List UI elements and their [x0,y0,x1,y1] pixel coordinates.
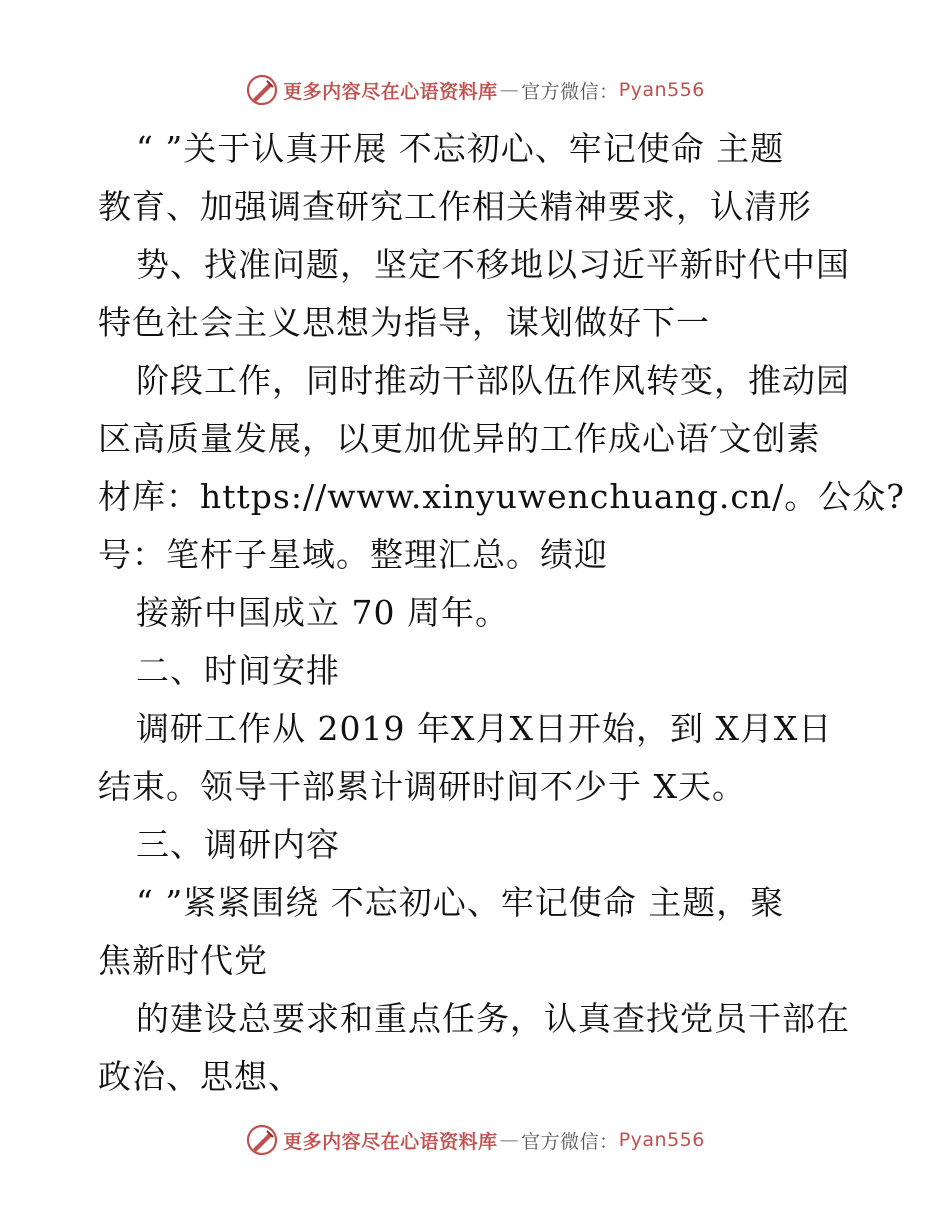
watermark-separator: — [499,79,520,101]
watermark-contact-label: 官方微信： [521,80,619,103]
text-line: 焦新时代党 [98,941,268,980]
text-line: 区高质量发展，以更加优异的工作成心语′文创素 [98,419,821,458]
quill-seal-icon [245,1123,279,1157]
text-line: 材库：https://www.xinyuwenchuang.cn/。公众? [98,477,905,516]
text-line: 势、找准问题，坚定不移地以习近平新时代中国 [136,245,850,284]
text-line: 号：笔杆子星域。整理汇总。绩迎 [98,535,608,574]
text-line: “ ”关于认真开展 不忘初心、牢记使命 主题 [136,129,785,168]
text-line: 的建设总要求和重点任务，认真查找党员干部在 [136,999,850,1038]
quill-seal-icon [245,73,279,107]
header-watermark [0,70,950,110]
text-line: 教育、加强调查研究工作相关精神要求，认清形 [98,187,812,226]
watermark-contact-id: Pyan556 [618,1129,705,1151]
text-line: 政治、思想、 [98,1057,302,1096]
text-line: 特色社会主义思想为指导，谋划做好下一 [98,303,710,342]
watermark-brand: 更多内容尽在心语资料库 [283,1130,498,1153]
section-heading: 二、时间安排 [136,651,340,690]
section-heading: 三、调研内容 [136,825,340,864]
text-line: “ ”紧紧围绕 不忘初心、牢记使命 主题，聚 [136,883,785,922]
footer-watermark [0,1120,950,1160]
watermark-contact-label: 官方微信： [521,1130,619,1153]
text-line: 接新中国成立 70 周年。 [136,593,509,632]
text-line: 结束。领导干部累计调研时间不少于 X天。 [98,767,746,806]
text-line: 阶段工作，同时推动干部队伍作风转变，推动园 [136,361,850,400]
watermark-separator: — [499,1129,520,1151]
text-line: 调研工作从 2019 年X月X日开始，到 X月X日 [136,709,833,748]
watermark-brand: 更多内容尽在心语资料库 [283,80,498,103]
watermark-contact-id: Pyan556 [618,79,705,101]
